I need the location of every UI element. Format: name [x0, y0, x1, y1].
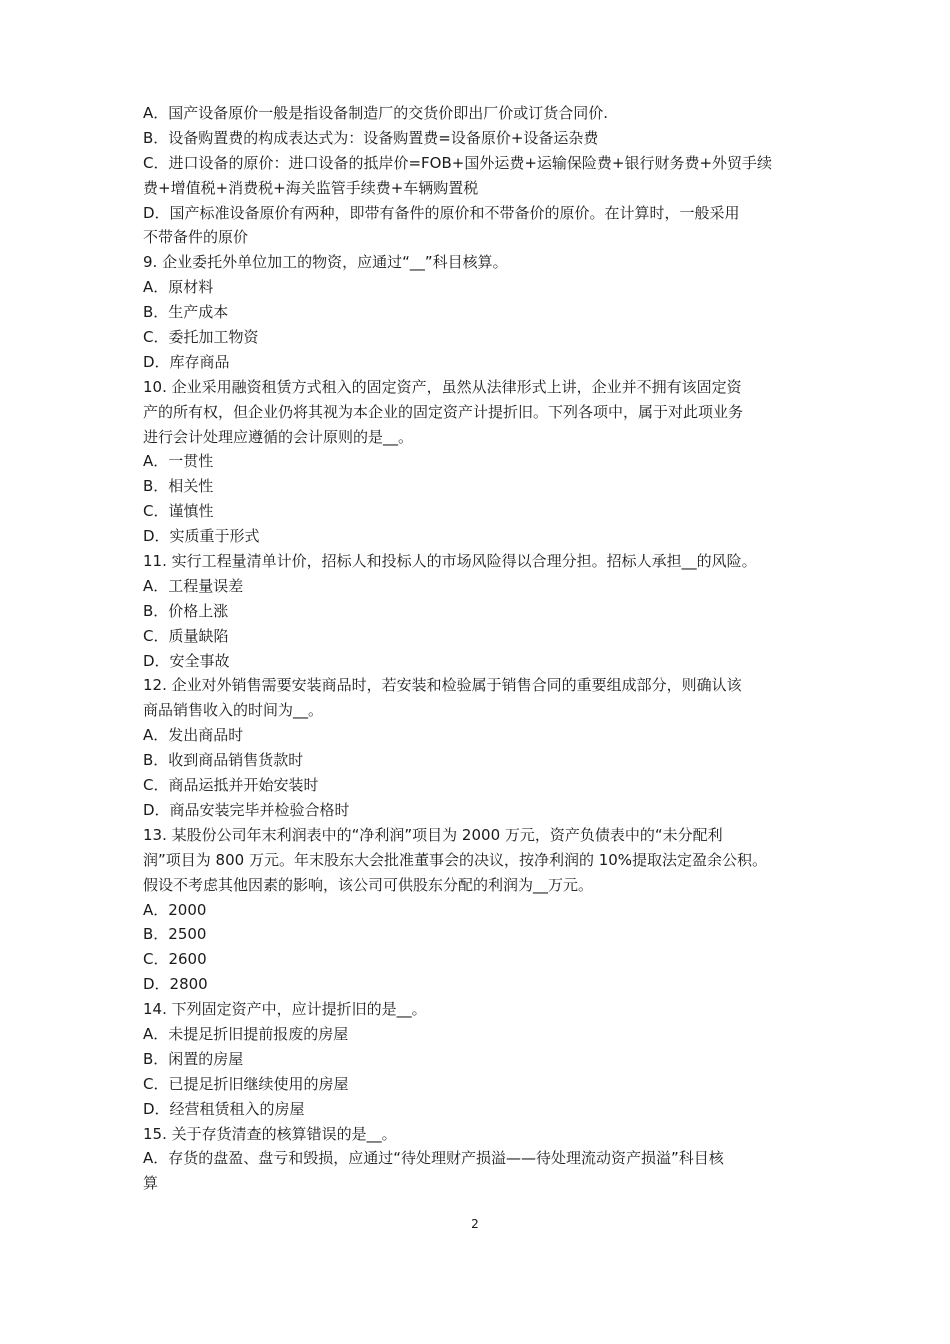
text-line: 产的所有权，但企业仍将其视为本企业的固定资产计提折旧。下列各项中，属于对此项业务 [143, 402, 744, 421]
text-line: B．闲置的房屋 [143, 1049, 244, 1068]
text-line: A．原材料 [143, 278, 214, 297]
text-line: 不带备件的原价 [143, 228, 249, 247]
text-line: B．价格上涨 [143, 601, 229, 620]
text-line: D．安全事故 [143, 651, 230, 670]
text-line: B．相关性 [143, 477, 214, 496]
text-line: B．生产成本 [143, 303, 229, 322]
text-line: B．2500 [143, 925, 207, 944]
text-line: 假设不考虑其他因素的影响，该公司可供股东分配的利润为__万元。 [143, 875, 594, 894]
text-line: A．工程量误差 [143, 576, 244, 595]
text-line: C．谨慎性 [143, 502, 214, 521]
text-line: 14. 下列固定资产中，应计提折旧的是__。 [143, 1000, 427, 1019]
text-line: D．实质重于形式 [143, 527, 260, 546]
text-line: 进行会计处理应遵循的会计原则的是__。 [143, 427, 414, 446]
text-line: C．进口设备的原价：进口设备的抵岸价=FOB+国外运费+运输保险费+银行财务费+外贸手续 [143, 153, 773, 172]
text-line: 11. 实行工程量清单计价，招标人和投标人的市场风险得以合理分担。招标人承担__的风险。 [143, 552, 757, 571]
text-line: C．商品运抵并开始安装时 [143, 776, 319, 795]
text-line: B．收到商品销售货款时 [143, 751, 304, 770]
text-line: A．一贯性 [143, 452, 214, 471]
text-line: D．2800 [143, 975, 208, 994]
text-line: 商品销售收入的时间为__。 [143, 701, 324, 720]
text-line: C．委托加工物资 [143, 328, 259, 347]
text-line: 9. 企业委托外单位加工的物资，应通过“__”科目核算。 [143, 253, 508, 272]
text-line: C．质量缺陷 [143, 626, 229, 645]
text-line: B．设备购置费的构成表达式为：设备购置费=设备原价+设备运杂费 [143, 128, 599, 147]
text-line: 10. 企业采用融资租赁方式租入的固定资产，虽然从法律形式上讲，企业并不拥有该固定资 [143, 377, 742, 396]
page-number: 2 [471, 1217, 479, 1231]
text-line: A．存货的盘盈、盘亏和毁损，应通过“待处理财产损溢——待处理流动资产损溢”科目核 [143, 1149, 724, 1168]
text-line: A．发出商品时 [143, 726, 244, 745]
text-line: A．国产设备原价一般是指设备制造厂的交货价即出厂价或订货合同价. [143, 104, 609, 122]
text-line: 费+增值税+消费税+海关监管手续费+车辆购置税 [143, 178, 479, 197]
text-line: D．经营租赁租入的房屋 [143, 1099, 305, 1118]
text-line: 15. 关于存货清查的核算错误的是__。 [143, 1124, 397, 1143]
text-line: C．2600 [143, 950, 207, 969]
text-line: D．库存商品 [143, 352, 230, 371]
text-line: D．商品安装完毕并检验合格时 [143, 800, 350, 819]
text-line: 12. 企业对外销售需要安装商品时，若安装和检验属于销售合同的重要组成部分，则确认该 [143, 676, 742, 695]
text-line: A．2000 [143, 900, 207, 919]
text-line: D．国产标准设备原价有两种，即带有备件的原价和不带备价的原价。在计算时，一般采用 [143, 203, 740, 222]
text-line: C．已提足折旧继续使用的房屋 [143, 1074, 349, 1093]
document-body [143, 101, 823, 1196]
text-line: A．未提足折旧提前报废的房屋 [143, 1024, 349, 1043]
text-line: 润”项目为 800 万元。年末股东大会批准董事会的决议，按净利润的 10%提取法定盈余公积。 [143, 850, 768, 869]
text-line: 13. 某股份公司年末利润表中的“净利润”项目为 2000 万元，资产负债表中的“未分配利 [143, 825, 723, 844]
text-line: 算 [143, 1174, 159, 1193]
